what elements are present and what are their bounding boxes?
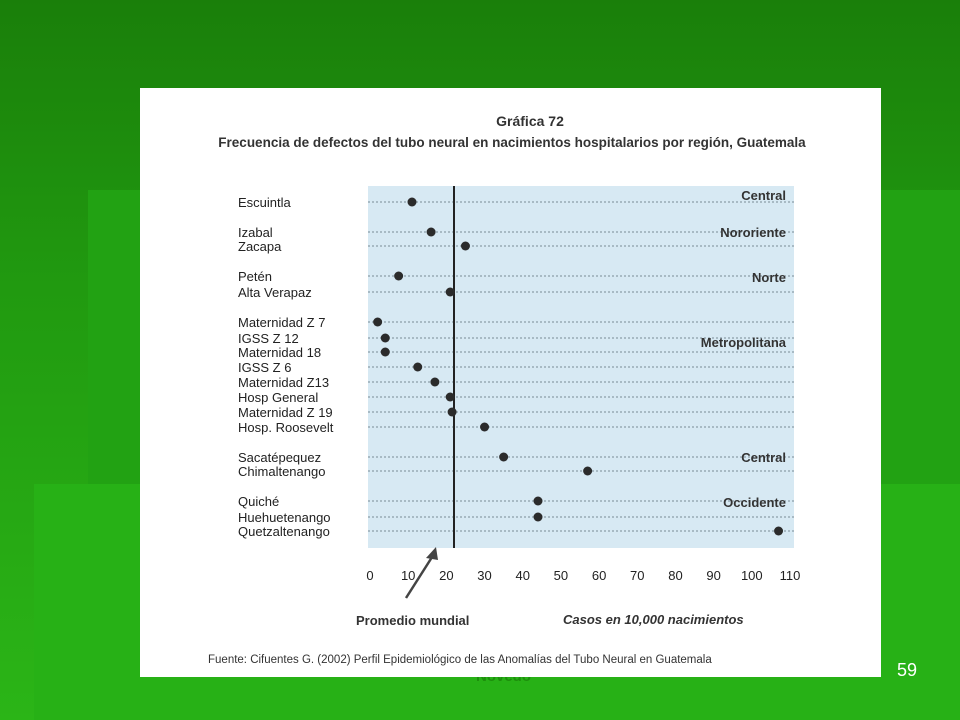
data-point	[394, 272, 403, 281]
x-axis-label: Casos en 10,000 nacimientos	[563, 612, 744, 627]
region-label: Occidente	[723, 495, 786, 510]
x-tick-label: 90	[706, 568, 721, 583]
category-label: Escuintla	[238, 195, 291, 210]
data-point	[381, 348, 390, 357]
reference-arrow-head	[426, 547, 438, 560]
x-tick-label: 70	[630, 568, 645, 583]
chart	[140, 88, 881, 677]
category-label: Chimaltenango	[238, 464, 326, 479]
x-tick-label: 40	[515, 568, 530, 583]
category-label: Alta Verapaz	[238, 285, 312, 300]
data-point	[427, 228, 436, 237]
data-point	[461, 242, 470, 251]
x-tick-label: 10	[400, 568, 416, 583]
category-label: Maternidad 18	[238, 345, 322, 360]
data-point	[408, 198, 417, 207]
category-label: Hosp. Roosevelt	[238, 420, 334, 435]
category-label: Maternidad Z 7	[238, 315, 326, 330]
data-point	[381, 334, 390, 343]
x-tick-label: 100	[740, 568, 763, 583]
category-label: Quetzaltenango	[238, 524, 330, 539]
reference-line-label: Promedio mundial	[356, 613, 470, 628]
data-point	[413, 363, 422, 372]
region-label: Nororiente	[720, 225, 786, 240]
category-label: IGSS Z 6	[238, 360, 292, 375]
category-label: IGSS Z 12	[238, 331, 299, 346]
x-tick-label: 30	[477, 568, 492, 583]
x-tick-label: 20	[439, 568, 454, 583]
chart-source: Fuente: Cifuentes G. (2002) Perfil Epidemiológico de las Anomalías del Tubo Neural en Guatemala	[208, 654, 712, 666]
category-label: Zacapa	[238, 239, 282, 254]
category-label: Huehuetenango	[238, 510, 331, 525]
data-point	[534, 497, 543, 506]
data-point	[480, 423, 489, 432]
data-point	[448, 408, 457, 417]
x-tick-label: 60	[591, 568, 607, 583]
data-point	[446, 288, 455, 297]
x-tick-label: 110	[779, 568, 801, 583]
data-point	[774, 527, 783, 536]
chart-subtitle: Frecuencia de defectos del tubo neural en nacimientos hospitalarios por región, Guatemala	[218, 135, 806, 150]
category-label: Izabal	[238, 225, 273, 240]
region-label: Central	[741, 450, 786, 465]
page-number: 59	[896, 660, 918, 680]
region-label: Norte	[752, 270, 786, 285]
data-point	[446, 393, 455, 402]
data-point	[430, 378, 439, 387]
chart-title: Gráfica 72	[496, 113, 564, 129]
data-point	[499, 453, 508, 462]
x-tick-label: 80	[668, 568, 683, 583]
x-tick-label: 0	[366, 568, 374, 583]
category-label: Sacatépequez	[238, 450, 322, 465]
category-label: Hosp General	[238, 390, 319, 405]
category-label: Maternidad Z13	[238, 375, 330, 390]
region-label: Central	[741, 188, 786, 203]
category-label: Petén	[238, 269, 272, 284]
data-point	[373, 318, 382, 327]
x-tick-label: 50	[553, 568, 569, 583]
data-point	[534, 513, 543, 522]
chart-slide	[140, 88, 881, 677]
category-label: Quiché	[238, 494, 280, 509]
data-point	[583, 467, 592, 476]
region-label: Metropolitana	[700, 335, 786, 351]
category-label: Maternidad Z 19	[238, 405, 333, 420]
